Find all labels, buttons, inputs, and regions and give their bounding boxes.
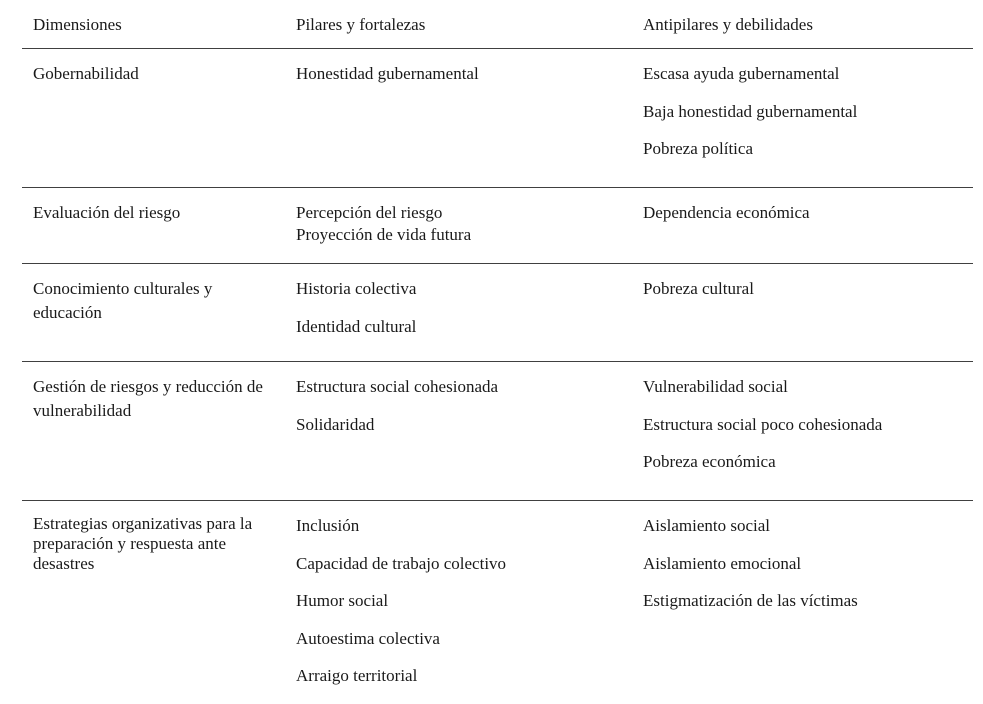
dimension-label: Gestión de riesgos y reducción de vulnerabilidad [33, 377, 263, 420]
pillar-item: Solidaridad [296, 414, 375, 434]
antipillar-item: Dependencia económica [643, 203, 810, 222]
dimension-label: Evaluación del riesgo [33, 203, 181, 222]
antipillar-item: Escasa ayuda gubernamental [643, 64, 840, 83]
dimensions-table [22, 0, 973, 702]
pillar-item: Estructura social cohesionada [296, 377, 499, 396]
pillar-item: Inclusión [296, 516, 360, 535]
pillar-item: Humor social [296, 591, 389, 610]
pillars-cell [285, 501, 632, 704]
pillar-item: Arraigo territorial [296, 666, 418, 685]
table-row [22, 501, 973, 702]
dimension-cell [22, 49, 285, 187]
pillar-item: Honestidad gubernamental [296, 64, 479, 83]
antipillar-item: Aislamiento social [643, 516, 771, 535]
antipillars-cell [632, 362, 973, 500]
antipillar-item: Pobreza económica [643, 452, 776, 471]
dimension-label: Gobernabilidad [33, 64, 139, 83]
pillars-cell [285, 362, 632, 500]
pillar-item: Percepción del riesgo [296, 203, 443, 222]
antipillars-cell [632, 188, 973, 263]
header-antipillars: Antipilares y debilidades [643, 15, 813, 34]
pillar-item: Identidad cultural [296, 316, 417, 336]
pillar-item: Proyección de vida futura [296, 225, 472, 244]
dimension-cell [22, 501, 285, 704]
pillar-item: Capacidad de trabajo colectivo [296, 553, 507, 573]
antipillar-item: Estructura social poco cohesionada [643, 414, 883, 434]
antipillar-item: Pobreza cultural [643, 279, 754, 298]
dimension-cell [22, 264, 285, 361]
pillars-cell [285, 49, 632, 187]
header-pillars: Pilares y fortalezas [296, 15, 426, 34]
pillars-cell [285, 188, 632, 263]
header-dimensions: Dimensiones [33, 15, 122, 34]
table-row [22, 362, 973, 501]
antipillar-item: Pobreza política [643, 139, 753, 158]
table-row [22, 188, 973, 264]
dimension-cell [22, 362, 285, 500]
dimension-label: Estrategias organizativas para la preparación y respuesta ante desastres [33, 514, 253, 573]
dimension-label: Conocimiento culturales y educación [33, 279, 213, 322]
pillar-item: Autoestima colectiva [296, 628, 440, 648]
antipillars-cell [632, 264, 973, 361]
antipillar-item: Vulnerabilidad social [643, 377, 788, 396]
antipillar-item: Aislamiento emocional [643, 553, 802, 573]
table-header-row [22, 0, 973, 49]
antipillar-item: Estigmatización de las víctimas [643, 591, 858, 610]
antipillars-cell [632, 49, 973, 187]
antipillars-cell [632, 501, 973, 704]
pillar-item: Historia colectiva [296, 279, 417, 298]
table-row [22, 49, 973, 188]
antipillar-item: Baja honestidad gubernamental [643, 101, 858, 121]
pillars-cell [285, 264, 632, 361]
table-row [22, 264, 973, 362]
dimension-cell [22, 188, 285, 263]
